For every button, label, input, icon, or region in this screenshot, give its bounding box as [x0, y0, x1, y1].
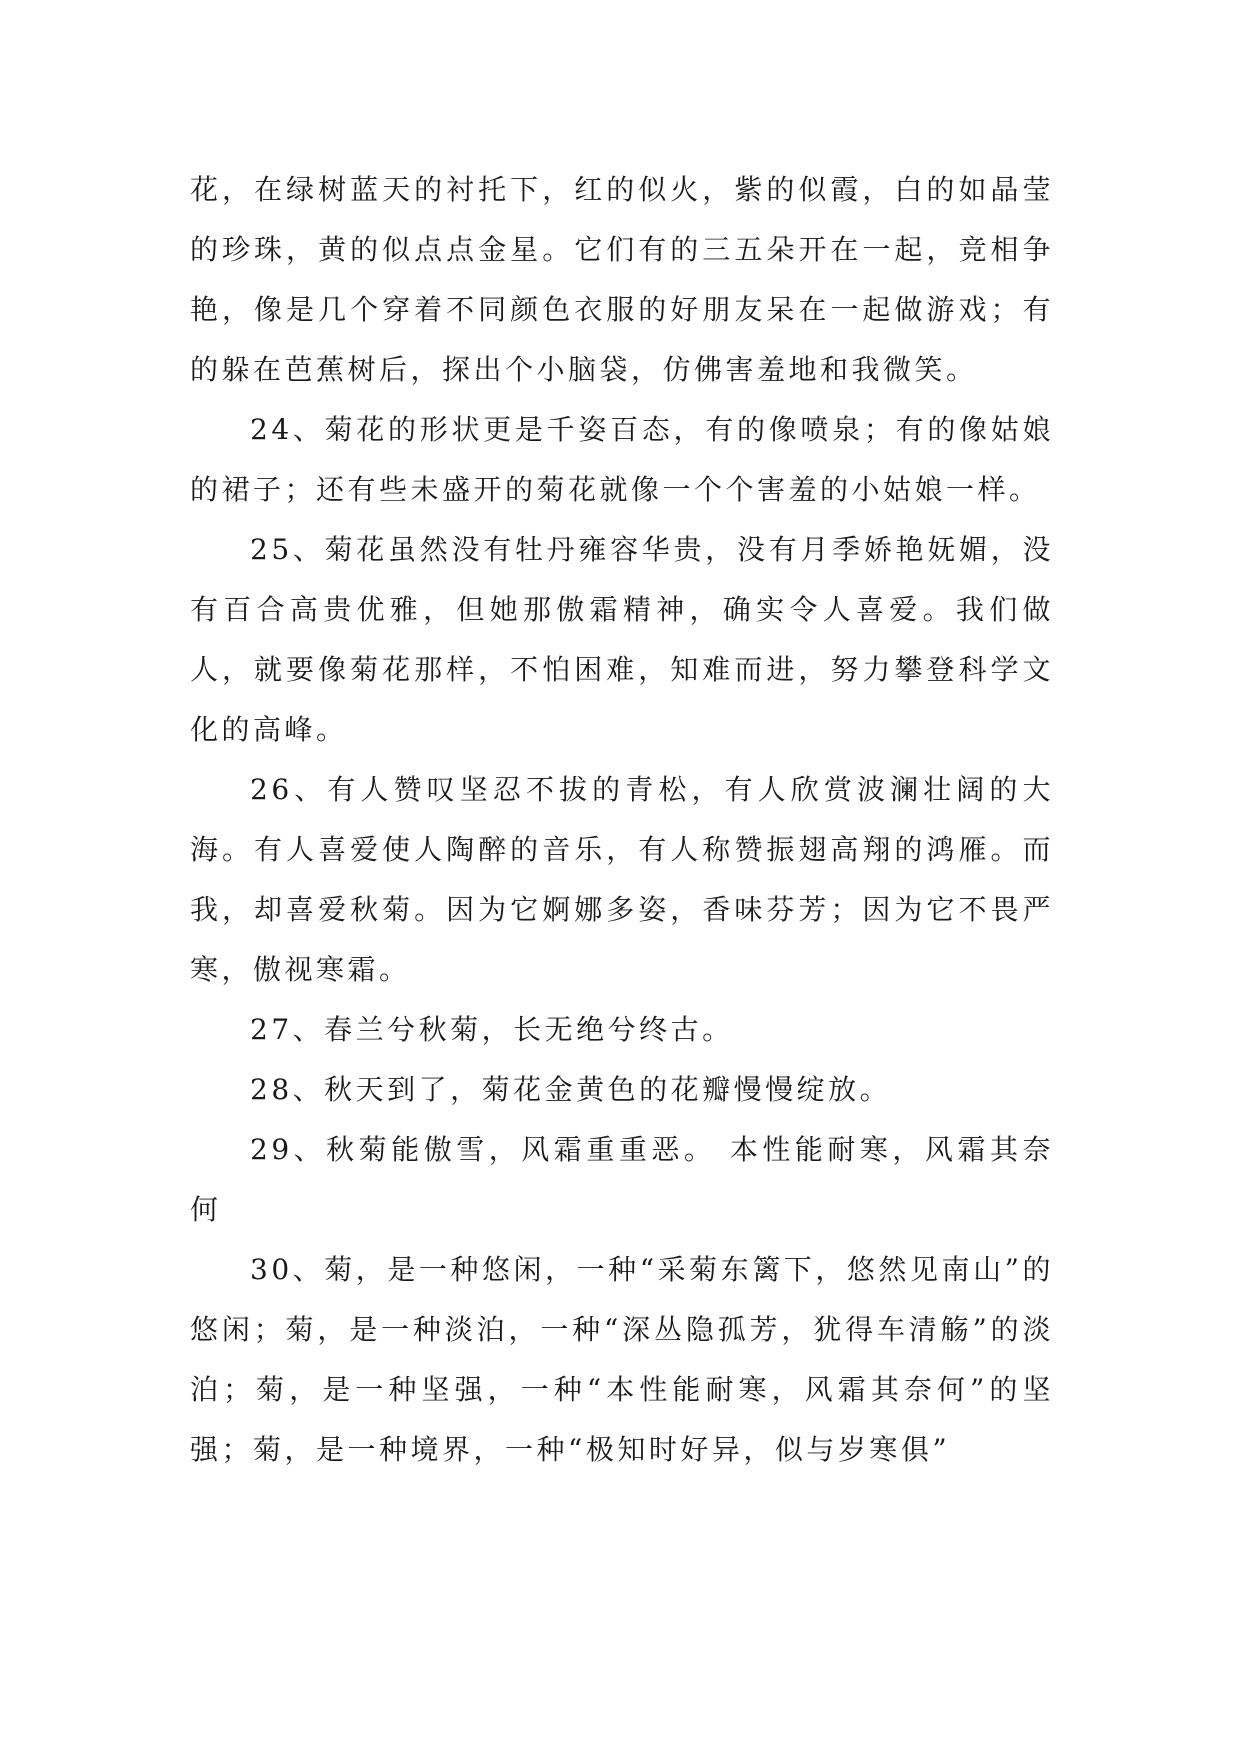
paragraph-28: 28、秋天到了，菊花金黄色的花瓣慢慢绽放。: [250, 1073, 892, 1106]
paragraph-29: 29、秋菊能傲雪，风霜重重恶。 本性能耐寒，风霜其奈何: [190, 1133, 1054, 1226]
document-body: [190, 160, 1054, 1480]
paragraph-24: 24、菊花的形状更是千姿百态，有的像喷泉；有的像姑娘的裙子；还有些未盛开的菊花就像一个个害羞的小姑娘一样。: [190, 413, 1054, 506]
paragraph-27: 27、春兰兮秋菊，长无绝兮终古。: [250, 1013, 734, 1046]
paragraph-26: 26、有人赞叹坚忍不拔的青松，有人欣赏波澜壮阔的大海。有人喜爱使人陶醉的音乐，有人称赞振翅高翔的鸿雁。而我，却喜爱秋菊。因为它婀娜多姿，香味芬芳；因为它不畏严寒，傲视寒霜。: [190, 773, 1054, 986]
paragraph-continuation: 花，在绿树蓝天的衬托下，红的似火，紫的似霞，白的如晶莹的珍珠，黄的似点点金星。它们有的三五朵开在一起，竞相争艳，像是几个穿着不同颜色衣服的好朋友呆在一起做游戏；有的躲在芭蕉树后，探出个小脑袋，仿佛害羞地和我微笑。: [190, 173, 1054, 386]
paragraph-30: 30、菊，是一种悠闲，一种“采菊东篱下，悠然见南山”的悠闲；菊，是一种淡泊，一种“深丛隐孤芳，犹得车清觞”的淡泊；菊，是一种坚强，一种“本性能耐寒，风霜其奈何”的坚强；菊，是一种境界，一种“极知时好异，似与岁寒俱”: [190, 1253, 1054, 1466]
paragraph-25: 25、菊花虽然没有牡丹雍容华贵，没有月季娇艳妩媚，没有百合高贵优雅，但她那傲霜精神，确实令人喜爱。我们做人，就要像菊花那样，不怕困难，知难而进，努力攀登科学文化的高峰。: [190, 533, 1054, 746]
